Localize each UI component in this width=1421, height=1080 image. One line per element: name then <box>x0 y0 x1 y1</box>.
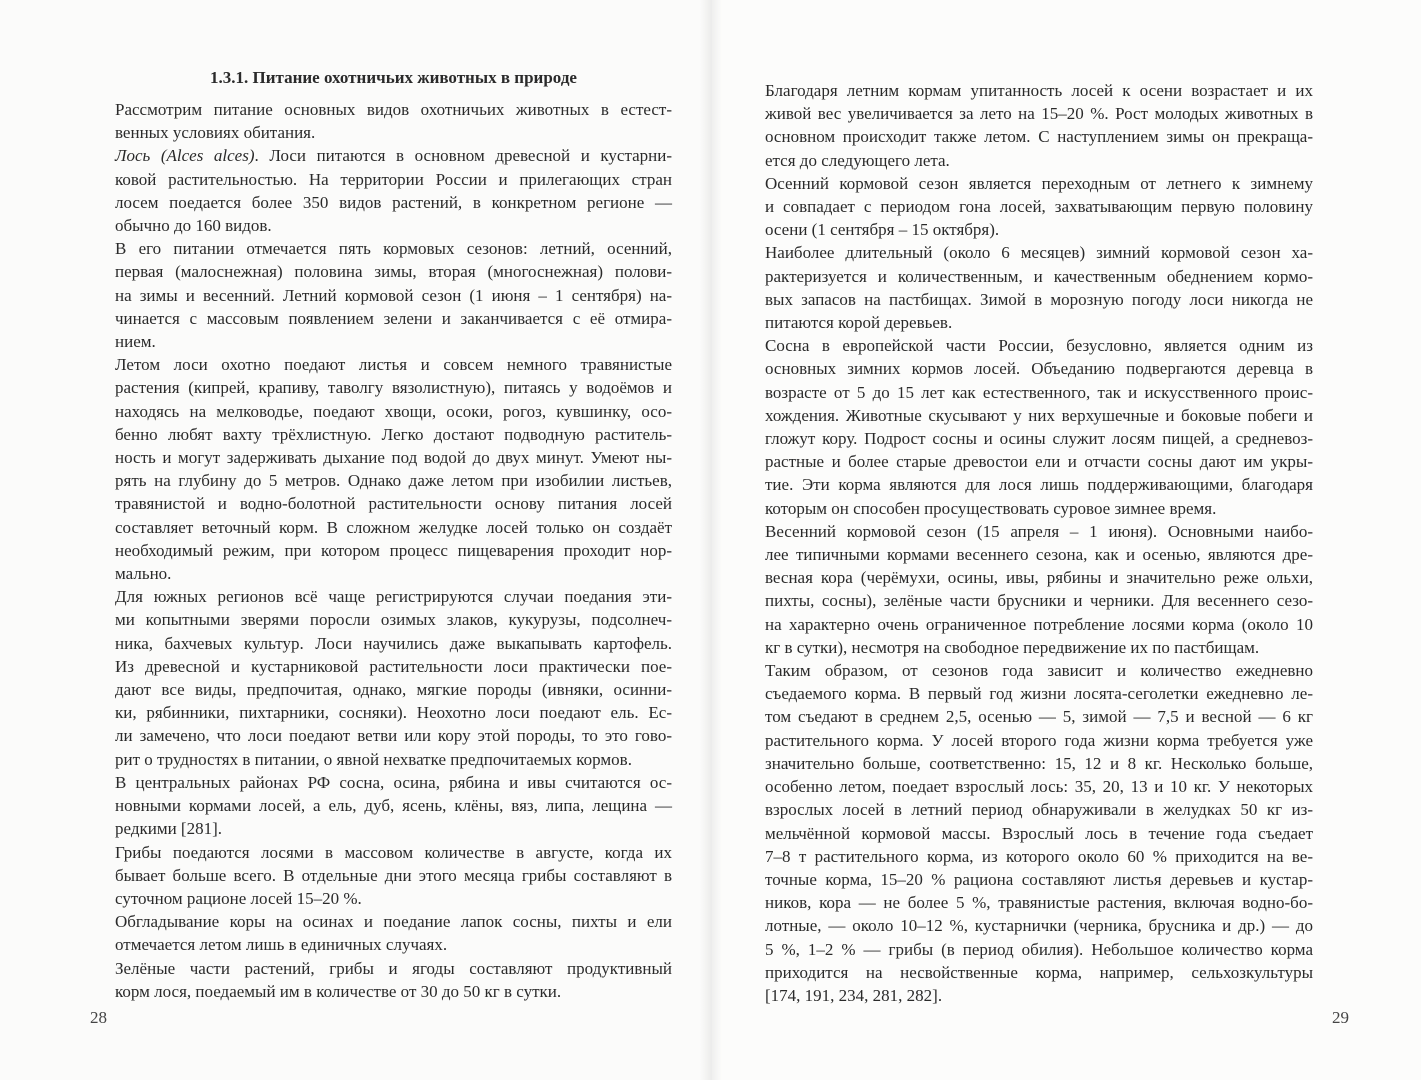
text-line: ника, бахчевых культур. Лоси научились даже выкапывать картофель. <box>115 633 672 653</box>
text-line: весная кора (черёмухи, осины, ивы, рябины и значительно реже ольхи, <box>765 568 1313 588</box>
paragraph <box>765 520 1313 659</box>
text-line: рит о трудностях в питании, о явной нехватке предпочитаемых кормов. <box>115 749 632 769</box>
text-line: Лось (Alces alces). Лоси питаются в основном древесной и кустарни- <box>115 146 672 166</box>
paragraph <box>115 237 672 353</box>
text-line: первая (малоснежная) половина зимы, вторая (многоснежная) полови- <box>115 262 672 282</box>
text-line: которым он способен просуществовать суровое зимнее время. <box>765 498 1217 518</box>
paragraph <box>765 79 1313 172</box>
paragraph <box>765 334 1313 520</box>
paragraph <box>765 659 1313 1007</box>
text-line: Благодаря летним кормам упитанность лосей к осени возрастает и их <box>765 81 1313 100</box>
text-line: нием. <box>115 332 156 352</box>
book-gutter <box>700 0 722 1080</box>
text-line: точные корма, 15–20 % рациона составляют листья деревьев и кустар- <box>765 869 1313 889</box>
paragraph <box>765 241 1313 334</box>
text-line: венных условиях обитания. <box>115 123 316 143</box>
text-line: пихты, сосны), зелёные части брусники и черники. Для весеннего сезо- <box>765 591 1313 611</box>
text-line: суточном рационе лосей 15–20 %. <box>115 888 362 908</box>
paragraph <box>115 771 672 841</box>
text-line: Грибы поедаются лосями в массовом количестве в августе, когда их <box>115 842 672 862</box>
text-line: ковой растительностью. На территории России и прилегающих стран <box>115 169 672 189</box>
text-line: бенно любят вахту трёхлистную. Легко достают подводную раститель- <box>115 424 672 444</box>
text-line: возрасте от 5 до 15 лет как естественного, так и искусственного проис- <box>765 382 1313 402</box>
right-page-text <box>765 79 1313 1007</box>
text-line: Из древесной и кустарниковой растительности лоси практически пое- <box>115 656 672 676</box>
page-number-right: 29 <box>1332 1008 1349 1027</box>
text-line: Летом лоси охотно поедают листья и совсем немного травянистые <box>115 355 672 375</box>
text-line: Рассмотрим питание основных видов охотничьих животных в естест- <box>115 100 672 119</box>
text-line: лосем поедается более 350 видов растений, в конкретном регионе — <box>115 192 672 212</box>
text-line: чинается с массовым появлением зелени и заканчивается с её отмира- <box>115 308 672 328</box>
text-line: лее типичными кормами весеннего сезона, как и осенью, являются дре- <box>765 545 1313 565</box>
text-line: 5 %, 1–2 % — грибы (в период обилия). Небольшое количество корма <box>765 939 1313 959</box>
text-line: мельчённой кормовой массы. Взрослый лось в течение года съедает <box>765 823 1313 843</box>
text-line: травянистой и водно-болотной растительности основу питания лосей <box>115 494 672 514</box>
text-line: ки, рябинники, пихтарники, сосняки). Неохотно лоси поедают ель. Ес- <box>115 703 672 723</box>
right-page <box>710 0 1421 1080</box>
text-line: Для южных регионов всё чаще регистрируются случаи поедания эти- <box>115 587 672 607</box>
paragraph <box>765 172 1313 242</box>
left-page-text <box>115 66 672 1003</box>
paragraph <box>115 585 672 771</box>
text-line: значительно больше, соответственно: 15, 12 и 8 кг. Несколько больше, <box>765 753 1313 773</box>
text-line: ется до следующего лета. <box>765 150 950 170</box>
text-line: В его питании отмечается пять кормовых сезонов: летний, осенний, <box>115 239 672 259</box>
text-line: обычно до 160 видов. <box>115 216 272 236</box>
text-line: Таким образом, от сезонов года зависит и количество ежедневно <box>765 661 1313 681</box>
text-line: основных зимних кормов лосей. Объеданию подвергаются деревца в <box>765 359 1313 379</box>
species-name: Лось (Alces alces) <box>115 146 255 166</box>
text-line: осени (1 сентября – 15 октября). <box>765 220 1000 240</box>
text-line: Сосна в европейской части России, безусловно, является одним из <box>765 336 1313 356</box>
text-line: живой вес увеличивается за лето на 15–20 %. Рост молодых животных в <box>765 104 1313 124</box>
right-page-body <box>765 79 1313 1007</box>
text-line: ми копытными зверями поросли озимых злаков, кукурузы, подсолнеч- <box>115 610 672 630</box>
text-line: дают все виды, предпочитая, однако, мягкие породы (ивняки, осинни- <box>115 680 672 700</box>
text-line: ников, кора — не более 5 %, травянистые растения, включая водно-бо- <box>765 893 1313 913</box>
text-line: 7–8 т растительного корма, из которого около 60 % приходится на ве- <box>765 846 1313 866</box>
paragraph <box>115 353 672 585</box>
text-line: особенно летом, поедает взрослый лось: 35, 20, 13 и 10 кг. У некоторых <box>765 777 1313 797</box>
text-line: на характерно очень ограниченное потребление лосями корма (около 10 <box>765 614 1313 634</box>
text-line: мально. <box>115 564 172 584</box>
text-line: гложут кору. Подрост сосны и осины служит лосям пищей, а средневоз- <box>765 429 1313 449</box>
paragraph <box>115 144 672 237</box>
text-line: ли замечено, что лоси поедают ветви или кору этой породы, то это гово- <box>115 726 672 746</box>
text-line: В центральных районах РФ сосна, осина, рябина и ивы считаются ос- <box>115 772 672 792</box>
paragraph <box>115 98 672 144</box>
text-line: рактеризуется и количественным, и качественным обеднением кормо- <box>765 266 1313 286</box>
text-line: рять на глубину до 5 метров. Однако даже летом при изобилии листьев, <box>115 471 672 491</box>
text-line: новными кормами лосей, а ель, дуб, ясень, клёны, вяз, липа, лещина — <box>115 796 672 816</box>
text-line: лотные, — около 10–12 %, кустарнички (черника, брусника и др.) — до <box>765 916 1313 936</box>
text-line: бывает больше всего. В отдельные дни этого месяца грибы составляют в <box>115 865 672 885</box>
text-line: редкими [281]. <box>115 819 223 839</box>
text-line: основном происходит также летом. С наступлением зимы он прекраща- <box>765 127 1313 147</box>
text-line: том съедают в среднем 2,5, осенью — 5, зимой — 7,5 и весной — 6 кг <box>765 707 1313 727</box>
paragraph <box>115 910 672 956</box>
left-page-body <box>115 98 672 1003</box>
paragraph <box>115 957 672 1003</box>
text-line: Обгладывание коры на осинах и поедание лапок сосны, пихты и ели <box>115 912 672 932</box>
text-line: хождения. Животные скусывают у них верхушечные и боковые побеги и <box>765 405 1313 425</box>
text-line: питаются корой деревьев. <box>765 313 953 333</box>
text-line: Наиболее длительный (около 6 месяцев) зимний кормовой сезон ха- <box>765 243 1313 263</box>
text-line: Зелёные части растений, грибы и ягоды составляют продуктивный <box>115 958 672 978</box>
text-line: вых запасов на пастбищах. Зимой в морозную погоду лоси никогда не <box>765 289 1313 309</box>
section-heading: 1.3.1. Питание охотничьих животных в природе <box>210 68 577 87</box>
text-line: на зимы и весенний. Летний кормовой сезон (1 июня – 1 сентября) на- <box>115 285 672 305</box>
paragraph <box>115 841 672 911</box>
text-line: растные и более старые древостои ели и отчасти сосны дают им укры- <box>765 452 1313 472</box>
text-line: отмечается летом лишь в единичных случаях. <box>115 935 448 955</box>
text-line: приходится на несвойственные корма, например, сельхозкультуры <box>765 962 1313 982</box>
text-line: Весенний кормовой сезон (15 апреля – 1 июня). Основными наибо- <box>765 521 1313 541</box>
text-line: Осенний кормовой сезон является переходным от летнего к зимнему <box>765 173 1313 193</box>
text-line: растительного корма. У лосей второго года жизни корма требуется уже <box>765 730 1313 750</box>
text-line: ность и могут задерживать дыхание под водой до двух минут. Умеют ны- <box>115 448 672 468</box>
text-line: и совпадает с периодом гона лосей, захватывающим первую половину <box>765 197 1313 217</box>
page-number-left: 28 <box>90 1008 107 1027</box>
text-line: находясь на мелководье, поедают хвощи, осоки, рогоз, кувшинку, осо- <box>115 401 672 421</box>
text-line: растения (кипрей, крапиву, таволгу вязолистную), питаясь у водоёмов и <box>115 378 672 398</box>
left-page <box>0 0 710 1080</box>
text-line: составляет веточный корм. В сложном желудке лосей только он создаёт <box>115 517 672 537</box>
text-line: кг в сутки), несмотря на свободное передвижение их по пастбищам. <box>765 637 1260 657</box>
text-line: необходимый режим, при котором процесс пищеварения проходит нор- <box>115 540 672 560</box>
text-line: взрослых лосей в летний период обнаруживали в желудках 50 кг из- <box>765 800 1313 820</box>
text-line: тие. Эти корма являются для лося лишь поддерживающими, благодаря <box>765 475 1313 495</box>
text-line: [174, 191, 234, 281, 282]. <box>765 985 943 1005</box>
text-line: съедаемого корма. В первый год жизни лосята-сеголетки ежедневно ле- <box>765 684 1313 704</box>
text-line: корм лося, поедаемый им в количестве от 30 до 50 кг в сутки. <box>115 981 562 1001</box>
